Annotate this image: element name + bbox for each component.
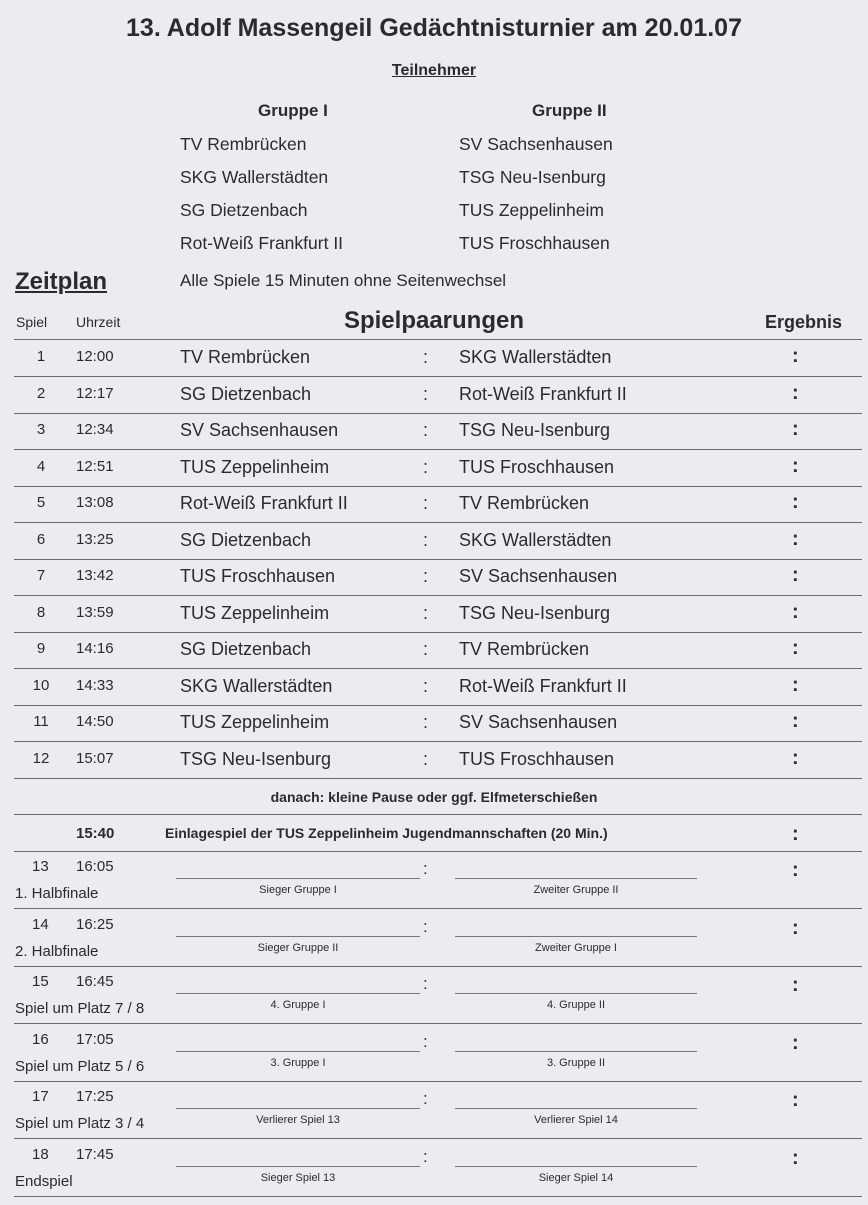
game-row (0, 340, 868, 376)
result-field: : (792, 381, 799, 404)
away-team: TSG Neu-Isenburg (459, 420, 611, 440)
away-team-line (455, 993, 697, 994)
game-time: 16:45 (76, 973, 114, 990)
pairing-separator: : (423, 748, 429, 769)
game-time: 12:00 (76, 348, 114, 365)
home-slot-label: 4. Gruppe I (270, 999, 326, 1011)
game-row (0, 450, 868, 486)
result-field: : (792, 916, 799, 939)
game-number: 6 (36, 530, 46, 548)
game-number: 18 (32, 1145, 49, 1163)
pairing-separator: : (423, 712, 429, 732)
pairing-separator: : (423, 529, 429, 550)
final-game-row (0, 910, 868, 967)
final-game-row (0, 967, 868, 1024)
round-label: Spiel um Platz 5 / 6 (15, 1057, 145, 1075)
final-game-row (0, 852, 868, 909)
game-number: 11 (33, 713, 49, 730)
round-label: 2. Halbfinale (15, 942, 99, 960)
home-team: SG Dietzenbach (180, 383, 312, 404)
home-team: TUS Froschhausen (180, 566, 336, 586)
home-team-line (176, 993, 420, 994)
game-row (0, 559, 868, 595)
home-team-line (176, 1051, 420, 1052)
away-team: TV Rembrücken (459, 639, 590, 659)
column-spiel: Spiel (16, 314, 48, 330)
home-team: TUS Zeppelinheim (180, 602, 330, 623)
round-label: Spiel um Platz 7 / 8 (15, 1000, 145, 1017)
teilnehmer-heading: Teilnehmer (391, 62, 477, 79)
pause-note: danach: kleine Pause oder ggf. Elfmeterschießen (270, 789, 598, 805)
gruppe-2-team: TUS Froschhausen (459, 233, 610, 253)
home-team: TSG Neu-Isenburg (180, 748, 332, 769)
game-row (0, 413, 868, 449)
table-rule (14, 814, 862, 815)
home-team-line (176, 878, 420, 879)
game-row (0, 742, 868, 778)
result-field: : (792, 637, 799, 659)
away-slot-label: 4. Gruppe II (546, 999, 606, 1011)
game-row (0, 632, 868, 668)
game-number: 1 (36, 348, 46, 365)
pairing-separator: : (423, 456, 429, 477)
game-number: 3 (36, 421, 46, 438)
round-label: Endspiel (15, 1172, 73, 1190)
game-time: 16:25 (76, 915, 114, 933)
result-field: : (792, 454, 799, 477)
away-team: SV Sachsenhausen (459, 566, 618, 586)
pairing-separator: : (423, 859, 428, 878)
pairing-separator: : (423, 383, 429, 404)
gruppe-1-team: SKG Wallerstädten (180, 167, 329, 187)
home-team: TV Rembrücken (180, 347, 311, 367)
gruppe-1-team: TV Rembrücken (180, 134, 307, 154)
home-team: SKG Wallerstädten (180, 675, 333, 696)
game-time: 13:08 (76, 494, 114, 511)
game-number: 9 (36, 640, 46, 657)
home-team: Rot-Weiß Frankfurt II (180, 493, 348, 513)
einlage-result-separator: : (792, 823, 799, 845)
away-team-line (455, 1108, 697, 1109)
game-number: 5 (36, 494, 46, 511)
final-game-row (0, 1140, 868, 1197)
table-rule (14, 778, 862, 779)
home-slot-label: Sieger Gruppe II (257, 941, 339, 954)
game-row (0, 523, 868, 559)
gruppe-2-team: TSG Neu-Isenburg (459, 167, 606, 187)
away-slot-label: Sieger Spiel 14 (538, 1171, 614, 1184)
column-spielpaarungen: Spielpaarungen (343, 307, 525, 334)
pairing-separator: : (423, 916, 428, 936)
game-row (0, 486, 868, 522)
game-time: 17:05 (76, 1030, 114, 1048)
away-slot-label: Zweiter Gruppe II (533, 884, 619, 896)
final-game-row (0, 1082, 868, 1139)
game-number: 14 (32, 915, 49, 933)
game-number: 4 (36, 457, 46, 475)
pairing-separator: : (423, 420, 429, 440)
away-slot-label: Zweiter Gruppe I (535, 941, 617, 954)
away-team: TUS Froschhausen (459, 456, 615, 477)
away-team: SKG Wallerstädten (459, 347, 612, 367)
game-number: 8 (36, 603, 46, 621)
result-field: : (792, 527, 799, 550)
away-team-line (455, 1051, 697, 1052)
round-label: Spiel um Platz 3 / 4 (15, 1115, 145, 1132)
home-team: SG Dietzenbach (180, 639, 312, 659)
game-number: 17 (32, 1088, 49, 1105)
gruppe-2-team: SV Sachsenhausen (459, 134, 613, 154)
game-time: 14:33 (76, 676, 114, 694)
gruppe-1-team: SG Dietzenbach (180, 200, 308, 220)
game-time: 14:50 (76, 713, 114, 730)
result-field: : (792, 1089, 799, 1111)
result-field: : (792, 710, 799, 732)
result-field: : (792, 345, 799, 367)
game-number: 10 (32, 676, 50, 694)
gruppe-1-heading: Gruppe I (258, 101, 328, 120)
game-time: 12:51 (76, 457, 114, 475)
game-time: 13:25 (76, 530, 114, 548)
game-row (0, 596, 868, 632)
game-row (0, 377, 868, 413)
away-team: TSG Neu-Isenburg (459, 602, 611, 623)
game-time: 12:34 (76, 421, 114, 438)
home-slot-label: Sieger Gruppe I (259, 884, 337, 896)
game-time: 12:17 (76, 384, 114, 402)
einlage-text: Einlagespiel der TUS Zeppelinheim Jugendmannschaften (20 Min.) (165, 825, 608, 841)
gruppe-1-team: Rot-Weiß Frankfurt II (180, 233, 344, 253)
result-field: : (792, 859, 799, 881)
pairing-separator: : (423, 1089, 428, 1108)
away-team-line (455, 1166, 697, 1167)
game-number: 2 (36, 384, 46, 402)
away-slot-label: 3. Gruppe II (546, 1056, 606, 1069)
home-team-line (176, 936, 420, 937)
pairing-separator: : (423, 493, 429, 513)
zeitplan-heading: Zeitplan (15, 268, 108, 295)
pairing-separator: : (423, 602, 429, 623)
result-field: : (792, 600, 799, 623)
home-team-line (176, 1166, 420, 1167)
game-number: 13 (32, 858, 49, 875)
pairing-separator: : (423, 1146, 428, 1166)
result-field: : (792, 1146, 799, 1169)
home-slot-label: 3. Gruppe I (270, 1056, 326, 1069)
result-field: : (792, 974, 799, 996)
away-team-line (455, 936, 697, 937)
pairing-separator: : (423, 974, 428, 993)
game-time: 13:59 (76, 603, 114, 621)
home-team: TUS Zeppelinheim (180, 712, 330, 732)
game-time: 15:07 (76, 749, 114, 767)
game-time: 13:42 (76, 567, 114, 584)
away-team-line (455, 878, 697, 879)
away-team: TUS Froschhausen (459, 748, 615, 769)
game-number: 15 (32, 973, 49, 990)
away-team: SKG Wallerstädten (459, 529, 612, 550)
game-row (0, 705, 868, 741)
home-slot-label: Verlierer Spiel 13 (256, 1114, 340, 1126)
final-game-row (0, 1025, 868, 1082)
game-number: 7 (36, 567, 46, 584)
gruppe-2-team: TUS Zeppelinheim (459, 200, 604, 220)
away-team: SV Sachsenhausen (459, 712, 618, 732)
gruppe-2-heading: Gruppe II (532, 101, 607, 120)
game-row (0, 669, 868, 705)
home-team: SG Dietzenbach (180, 529, 312, 550)
round-label: 1. Halbfinale (15, 885, 99, 902)
table-rule (14, 1196, 862, 1197)
result-field: : (792, 746, 799, 769)
pairing-separator: : (423, 675, 429, 696)
game-time: 17:25 (76, 1088, 114, 1105)
result-field: : (792, 1031, 799, 1054)
game-time: 16:05 (76, 858, 114, 875)
column-uhrzeit: Uhrzeit (76, 314, 121, 330)
away-team: TV Rembrücken (459, 493, 590, 513)
game-time: 17:45 (76, 1145, 114, 1163)
result-field: : (792, 418, 799, 440)
einlage-time: 15:40 (76, 825, 115, 842)
pairing-separator: : (423, 1031, 428, 1051)
game-number: 12 (32, 749, 50, 767)
result-field: : (792, 491, 799, 513)
column-ergebnis: Ergebnis (764, 312, 842, 332)
home-team: TUS Zeppelinheim (180, 456, 330, 477)
document-title: 13. Adolf Massengeil Gedächtnisturnier am 20.01.07 (126, 14, 742, 42)
pairing-separator: : (423, 639, 429, 659)
home-team-line (176, 1108, 420, 1109)
zeitplan-note: Alle Spiele 15 Minuten ohne Seitenwechsel (180, 271, 507, 290)
away-team: Rot-Weiß Frankfurt II (459, 675, 627, 696)
game-time: 14:16 (76, 640, 114, 657)
away-team: Rot-Weiß Frankfurt II (459, 383, 627, 404)
game-number: 16 (32, 1030, 49, 1048)
home-team: SV Sachsenhausen (180, 420, 339, 440)
pairing-separator: : (423, 347, 429, 367)
result-field: : (792, 673, 799, 696)
away-slot-label: Verlierer Spiel 14 (534, 1114, 618, 1126)
pairing-separator: : (423, 566, 429, 586)
result-field: : (792, 564, 799, 586)
home-slot-label: Sieger Spiel 13 (260, 1171, 336, 1184)
